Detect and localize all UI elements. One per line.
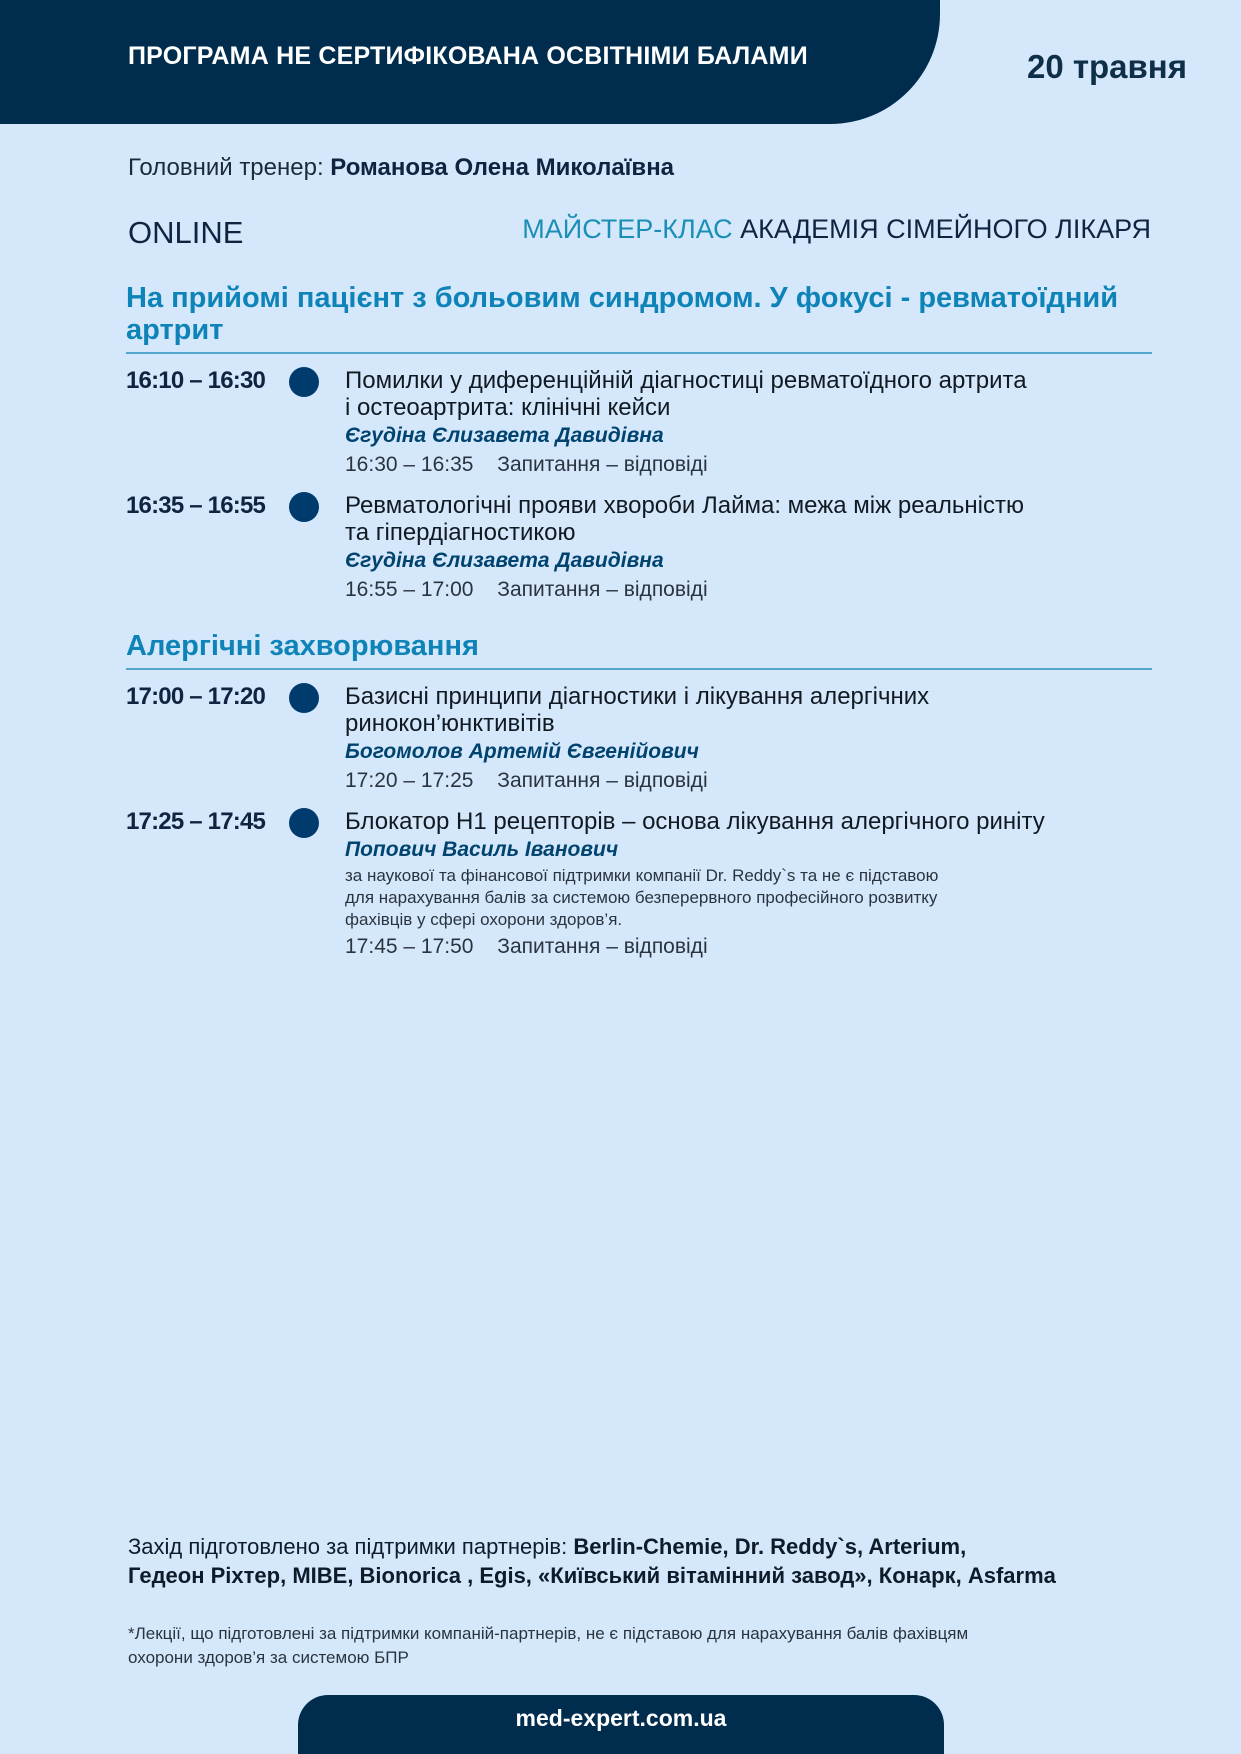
item-topic-line: Базисні принципи діагностики і лікування алергічних	[345, 683, 930, 710]
partners-block	[128, 1532, 1138, 1590]
event-format: ONLINE	[128, 215, 244, 250]
footer-bar	[298, 1695, 944, 1754]
trainer-label: Головний тренер:	[128, 154, 324, 181]
item-speaker: Єгудіна Єлизавета Давидівна	[345, 549, 664, 572]
item-topic-line: Ревматологічні прояви хвороби Лайма: межа між реальністю	[345, 492, 1024, 519]
item-speaker: Єгудіна Єлизавета Давидівна	[345, 424, 664, 447]
masterclass-name: АКАДЕМІЯ СІМЕЙНОГО ЛІКАРЯ	[740, 214, 1151, 244]
qa-time: 17:45 – 17:50	[345, 935, 474, 958]
event-date: 20 травня	[1026, 48, 1187, 85]
bullet-dot	[289, 492, 319, 522]
footnote-line: *Лекції, що підготовлені за підтримки компаній-партнерів, не є підставою для нарахування балів фахівцям	[128, 1624, 969, 1643]
masterclass-title	[522, 214, 1151, 245]
qa-label: Запитання – відповіді	[497, 769, 708, 792]
banner-title: ПРОГРАМА НЕ СЕРТИФІКОВАНА ОСВІТНІМИ БАЛАМИ	[128, 42, 808, 70]
qa-label: Запитання – відповіді	[497, 453, 708, 476]
partners-names: Гедеон Ріхтер, MIBE, Bionorica , Egis, «Київський вітамінний завод», Конарк, Asfarma	[128, 1563, 1056, 1588]
partners-names: Berlin-Chemie, Dr. Reddy`s, Arterium,	[573, 1534, 967, 1559]
footnote-line: охорони здоров’я за системою БПР	[128, 1648, 409, 1667]
qa-time: 16:30 – 16:35	[345, 453, 474, 476]
item-qa	[345, 576, 1155, 603]
item-topic-line: та гіпердіагностикою	[345, 519, 576, 546]
bullet-dot	[289, 808, 319, 838]
item-speaker: Попович Василь Іванович	[345, 838, 619, 861]
section-title: Алергічні захворювання	[126, 630, 1152, 670]
footnote	[128, 1622, 1138, 1670]
item-topic-line: Помилки у диференційній діагностиці ревматоїдного артрита	[345, 367, 1027, 394]
item-time: 17:00 – 17:20	[126, 683, 266, 710]
masterclass-accent: МАЙСТЕР-КЛАС	[522, 214, 733, 244]
item-time: 16:35 – 16:55	[126, 492, 266, 519]
item-time: 17:25 – 17:45	[126, 808, 266, 835]
website-link[interactable]: med-expert.com.ua	[515, 1705, 727, 1731]
section-title: На прийомі пацієнт з больовим синдромом. У фокусі - ревматоїдний артрит	[126, 282, 1152, 354]
item-speaker: Богомолов Артемій Євгенійович	[345, 740, 699, 763]
partners-line	[128, 1532, 1138, 1561]
item-topic-line: і остеоартрита: клінічні кейси	[345, 394, 671, 421]
item-note	[345, 865, 1155, 931]
item-qa	[345, 767, 1155, 794]
head-trainer	[128, 154, 674, 182]
item-qa	[345, 933, 1155, 960]
partners-label: Захід підготовлено за підтримки партнерів:	[128, 1534, 568, 1559]
item-content	[345, 492, 1155, 603]
note-line: за наукової та фінансової підтримки компанії Dr. Reddy`s та не є підставою	[345, 866, 939, 885]
qa-label: Запитання – відповіді	[497, 578, 708, 601]
bullet-dot	[289, 683, 319, 713]
item-topic-line: Блокатор Н1 рецепторів – основа лікування алергічного риніту	[345, 808, 1045, 835]
item-time: 16:10 – 16:30	[126, 367, 266, 394]
item-qa	[345, 451, 1155, 478]
item-content	[345, 367, 1155, 478]
trainer-name: Романова Олена Миколаївна	[330, 154, 675, 181]
note-line: для нарахування балів за системою безперервного професійного розвитку	[345, 888, 938, 907]
qa-time: 16:55 – 17:00	[345, 578, 474, 601]
qa-time: 17:20 – 17:25	[345, 769, 474, 792]
partners-line	[128, 1561, 1138, 1590]
top-banner	[0, 0, 940, 124]
item-content	[345, 808, 1155, 960]
item-topic-line: ринокон’юнктивітів	[345, 710, 555, 737]
item-content	[345, 683, 1155, 794]
bullet-dot	[289, 367, 319, 397]
qa-label: Запитання – відповіді	[497, 935, 708, 958]
note-line: фахівців у сфері охорони здоров’я.	[345, 910, 623, 929]
